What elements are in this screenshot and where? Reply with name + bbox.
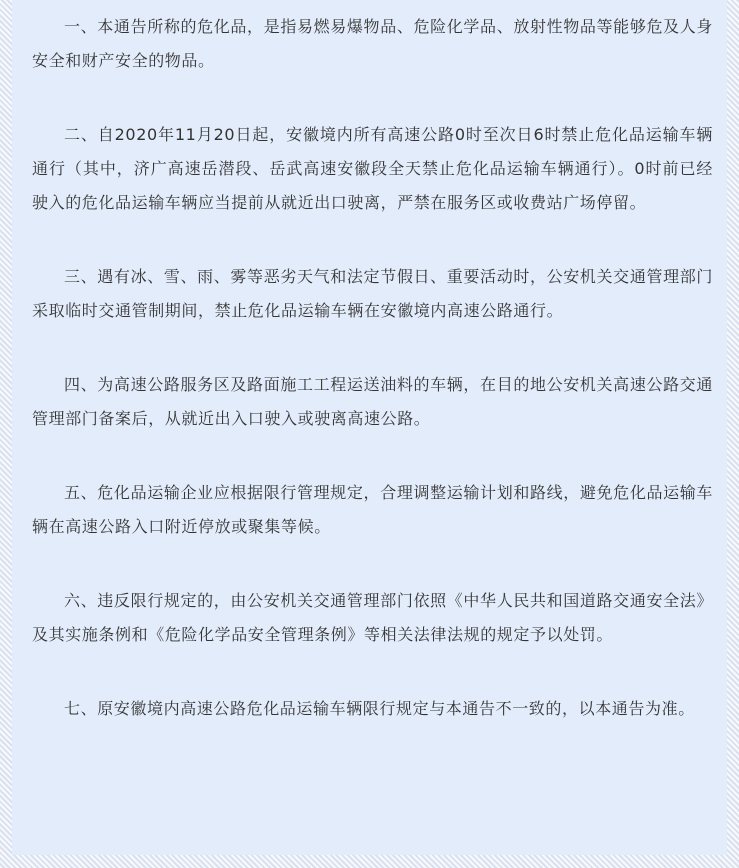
notice-panel (12, 0, 727, 855)
paragraph-1: 一、本通告所称的危化品，是指易燃易爆物品、危险化学品、放射性物品等能够危及人身安全和财产安全的物品。 (32, 17, 713, 70)
paragraph-6: 六、违反限行规定的，由公安机关交通管理部门依照《中华人民共和国道路交通安全法》及其实施条例和《危险化学品安全管理条例》等相关法律法规的规定予以处罚。 (32, 591, 713, 644)
paragraph-5: 五、危化品运输企业应根据限行管理规定，合理调整运输计划和路线，避免危化品运输车辆在高速公路入口附近停放或聚集等候。 (32, 483, 713, 536)
paragraph-2: 二、自2020年11月20日起，安徽境内所有高速公路0时至次日6时禁止危化品运输车辆通行（其中，济广高速岳潜段、岳武高速安徽段全天禁止危化品运输车辆通行）。0时前已经驶入的危化品运输车辆应当提前从就近出口驶离，严禁在服务区或收费站广场停留。 (32, 125, 713, 212)
paragraph-7: 七、原安徽境内高速公路危化品运输车辆限行规定与本通告不一致的，以本通告为准。 (64, 699, 695, 718)
paragraph-4: 四、为高速公路服务区及路面施工工程运送油料的车辆，在目的地公安机关高速公路交通管理部门备案后，从就近出入口驶入或驶离高速公路。 (32, 375, 713, 428)
paragraph-3: 三、遇有冰、雪、雨、雾等恶劣天气和法定节假日、重要活动时，公安机关交通管理部门采取临时交通管制期间，禁止危化品运输车辆在安徽境内高速公路通行。 (32, 267, 713, 320)
